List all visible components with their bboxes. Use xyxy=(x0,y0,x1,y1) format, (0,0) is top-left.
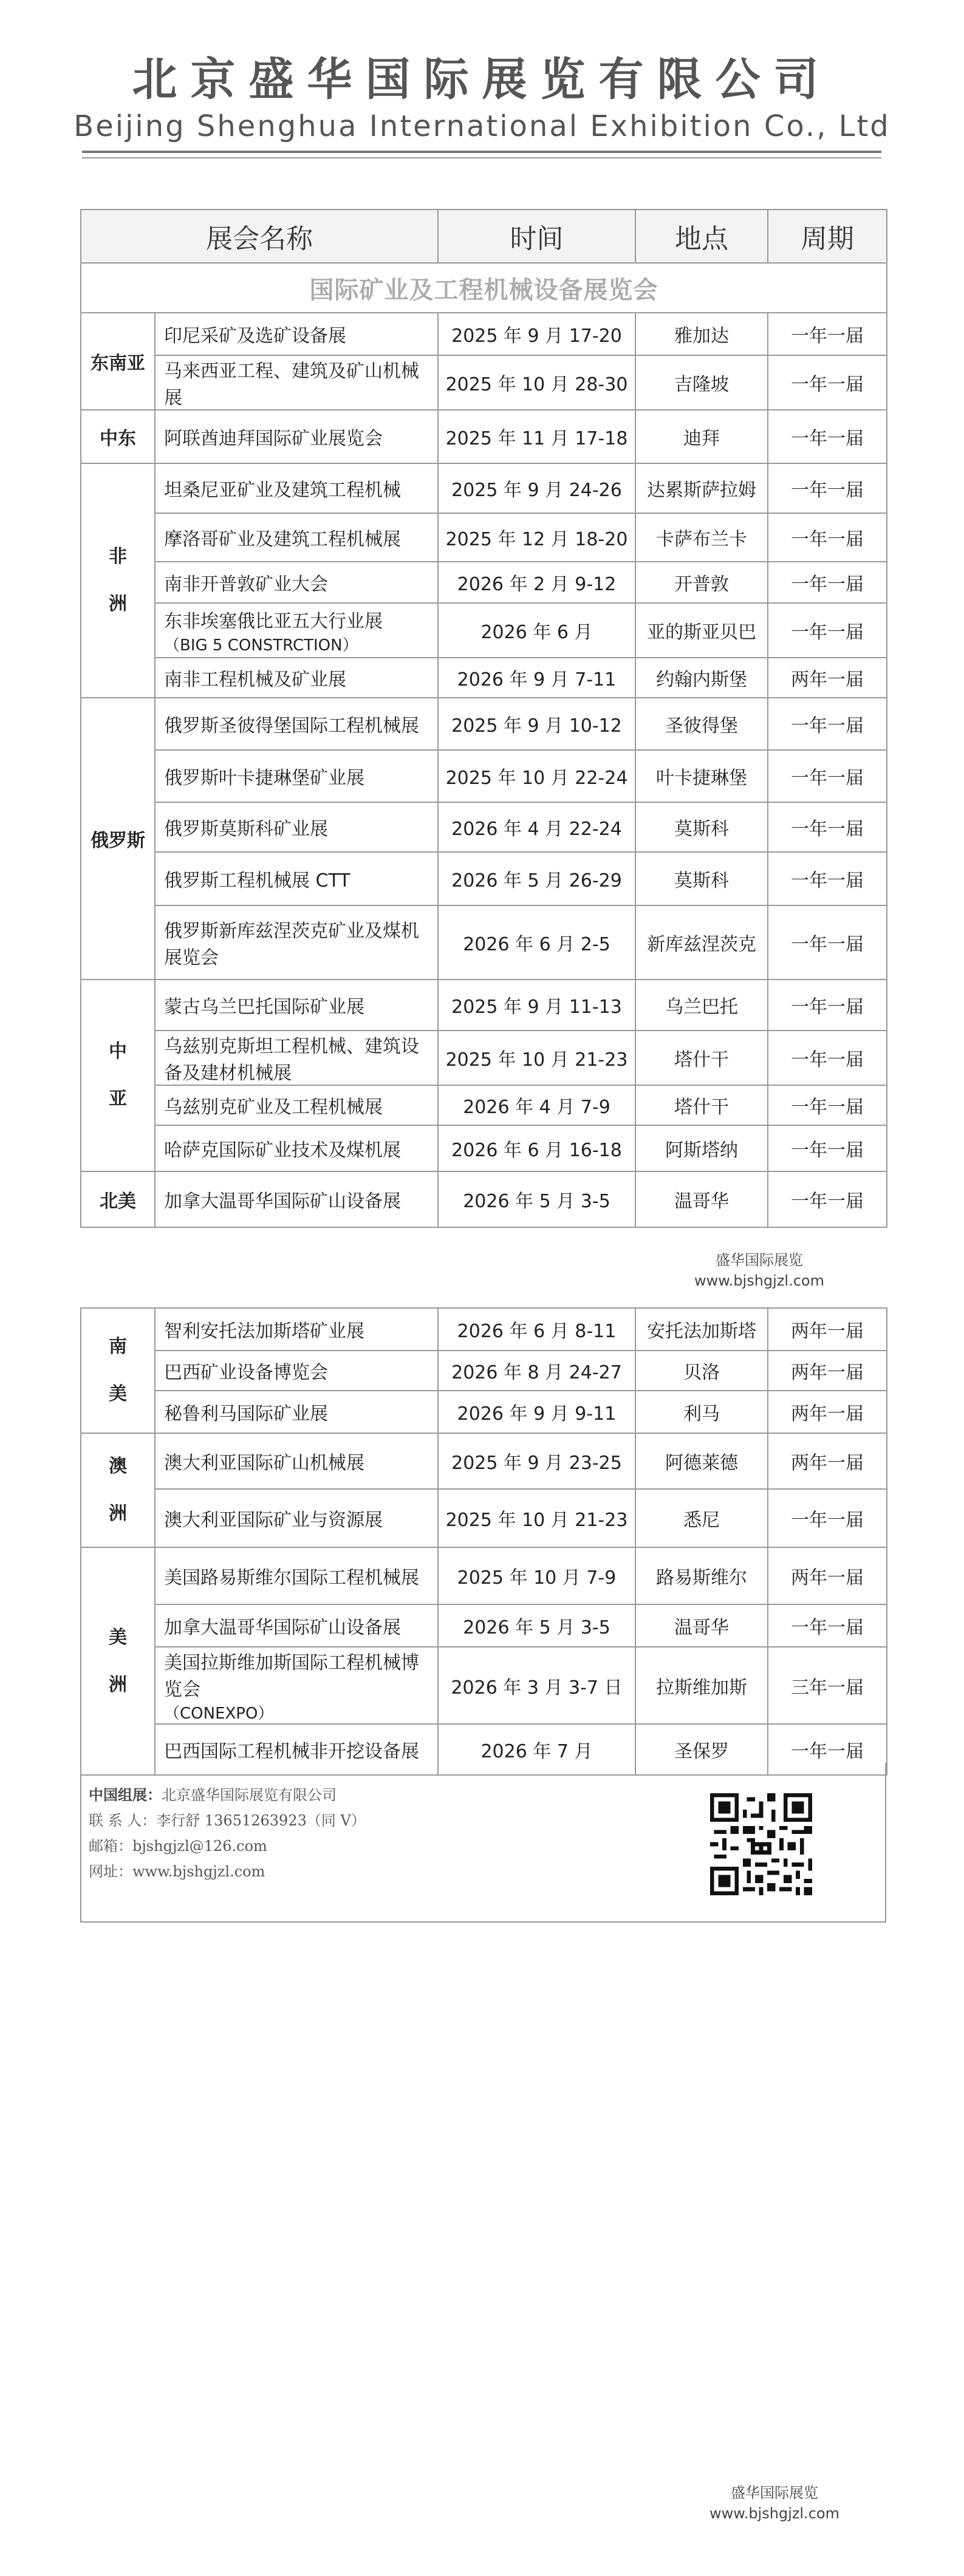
table-row xyxy=(81,698,887,750)
table-row xyxy=(81,980,887,1031)
exhibition-name-text: 俄罗斯工程机械展 CTT xyxy=(164,870,350,891)
exhibition-name xyxy=(155,905,438,980)
exhibition-cycle: 一年一届 xyxy=(768,603,887,658)
exhibition-date: 2026 年 8 月 24-27 xyxy=(438,1351,635,1391)
exhibition-place: 吉隆坡 xyxy=(635,355,768,410)
exhibition-name-text: 俄罗斯叶卡捷琳堡矿业展 xyxy=(164,768,364,789)
exhibition-place: 利马 xyxy=(635,1391,768,1433)
exhibition-cycle: 一年一届 xyxy=(768,355,887,410)
contact-box xyxy=(80,1763,886,1923)
exhibition-place: 安托法加斯塔 xyxy=(635,1308,768,1351)
region-cell: 澳 洲 xyxy=(81,1433,155,1547)
table-row xyxy=(81,1489,887,1547)
exhibition-table-1 xyxy=(80,209,887,1228)
exhibition-name-text: 印尼采矿及选矿设备展 xyxy=(164,325,346,347)
exhibition-name-text: 蒙古乌兰巴托国际矿业展 xyxy=(164,997,364,1018)
company-name-en: Beijing Shenghua International Exhibition Co., Ltd xyxy=(73,109,891,143)
header-name: 展会名称 xyxy=(81,210,438,263)
contact-web-value[interactable]: www.bjshgjzl.com xyxy=(132,1863,265,1880)
exhibition-name xyxy=(155,1085,438,1125)
exhibition-place: 叶卡捷琳堡 xyxy=(635,750,768,802)
exhibition-date: 2025 年 9 月 10-12 xyxy=(438,698,635,750)
contact-web xyxy=(89,1859,366,1884)
exhibition-name-sub: （CONEXPO） xyxy=(164,1705,274,1723)
table-2-body xyxy=(81,1308,887,1775)
exhibition-date: 2025 年 10 月 21-23 xyxy=(438,1031,635,1085)
exhibition-name xyxy=(155,852,438,905)
exhibition-name xyxy=(155,410,438,463)
table-row xyxy=(81,410,887,463)
table-row xyxy=(81,513,887,562)
exhibition-cycle: 两年一届 xyxy=(768,1547,887,1604)
table-row xyxy=(81,463,887,513)
banner-title: 国际矿业及工程机械设备展览会 xyxy=(81,263,887,313)
exhibition-date: 2025 年 9 月 11-13 xyxy=(438,980,635,1031)
exhibition-name-text: 加拿大温哥华国际矿山设备展 xyxy=(164,1617,401,1638)
exhibition-place: 达累斯萨拉姆 xyxy=(635,463,768,513)
exhibition-cycle: 一年一届 xyxy=(768,1489,887,1547)
table-row xyxy=(81,1433,887,1489)
watermark-1 xyxy=(692,1250,826,1291)
region-cell: 非 洲 xyxy=(81,463,155,698)
exhibition-name-text: 俄罗斯新库兹涅茨克矿业及煤机展览会 xyxy=(164,921,419,969)
exhibition-name xyxy=(155,355,438,410)
exhibition-place: 卡萨布兰卡 xyxy=(635,513,768,562)
exhibition-place: 悉尼 xyxy=(635,1489,768,1547)
exhibition-cycle: 一年一届 xyxy=(768,980,887,1031)
exhibition-name xyxy=(155,1647,438,1724)
contact-email-value[interactable]: bjshgjzl@126.com xyxy=(132,1838,267,1855)
exhibition-name-text: 南非工程机械及矿业展 xyxy=(164,669,346,690)
exhibition-name-text: 乌兹别克斯坦工程机械、建筑设备及建材机械展 xyxy=(164,1036,419,1084)
header-place: 地点 xyxy=(635,210,768,263)
exhibition-cycle: 一年一届 xyxy=(768,562,887,603)
exhibition-name-text: 巴西国际工程机械非开挖设备展 xyxy=(164,1741,419,1762)
exhibition-cycle: 两年一届 xyxy=(768,1351,887,1391)
exhibition-name-text: 阿联酋迪拜国际矿业展览会 xyxy=(164,428,383,449)
exhibition-name-text: 智利安托法加斯塔矿业展 xyxy=(164,1321,364,1342)
exhibition-name-text: 秘鲁利马国际矿业展 xyxy=(164,1403,328,1425)
exhibition-cycle: 一年一届 xyxy=(768,852,887,905)
exhibition-place: 塔什干 xyxy=(635,1085,768,1125)
exhibition-cycle: 一年一届 xyxy=(768,698,887,750)
watermark-2-name: 盛华国际展览 xyxy=(731,2484,818,2501)
exhibition-name xyxy=(155,1125,438,1171)
contact-web-label: 网址： xyxy=(89,1863,132,1880)
table-row xyxy=(81,658,887,698)
table-row xyxy=(81,313,887,355)
exhibition-date: 2026 年 6 月 2-5 xyxy=(438,905,635,980)
exhibition-place: 温哥华 xyxy=(635,1171,768,1227)
exhibition-cycle: 一年一届 xyxy=(768,1171,887,1227)
exhibition-date: 2026 年 9 月 9-11 xyxy=(438,1391,635,1433)
exhibition-name xyxy=(155,603,438,658)
exhibition-name xyxy=(155,463,438,513)
exhibition-date: 2026 年 6 月 xyxy=(438,603,635,658)
exhibition-name-text: 南非开普敦矿业大会 xyxy=(164,574,328,595)
table-row xyxy=(81,355,887,410)
exhibition-cycle: 一年一届 xyxy=(768,1724,887,1775)
banner-row xyxy=(81,263,887,313)
exhibition-place: 雅加达 xyxy=(635,313,768,355)
table-row xyxy=(81,1351,887,1391)
exhibition-cycle: 三年一届 xyxy=(768,1647,887,1724)
exhibition-name xyxy=(155,1547,438,1604)
exhibition-name xyxy=(155,1391,438,1433)
qr-code-icon xyxy=(710,1793,812,1895)
table-row xyxy=(81,1308,887,1351)
exhibition-date: 2025 年 10 月 7-9 xyxy=(438,1547,635,1604)
exhibition-name-text: 坦桑尼亚矿业及建筑工程机械 xyxy=(164,480,401,501)
exhibition-place: 阿斯塔纳 xyxy=(635,1125,768,1171)
exhibition-date: 2025 年 11 月 17-18 xyxy=(438,410,635,463)
contact-org-label: 中国组展： xyxy=(89,1786,162,1804)
table-row xyxy=(81,750,887,802)
exhibition-cycle: 一年一届 xyxy=(768,1085,887,1125)
exhibition-place: 温哥华 xyxy=(635,1604,768,1647)
exhibition-name-text: 加拿大温哥华国际矿山设备展 xyxy=(164,1191,401,1212)
exhibition-name-text: 摩洛哥矿业及建筑工程机械展 xyxy=(164,529,401,550)
table-row xyxy=(81,802,887,852)
table-row xyxy=(81,852,887,905)
exhibition-cycle: 一年一届 xyxy=(768,1604,887,1647)
contact-email-label: 邮箱： xyxy=(89,1838,132,1855)
exhibition-date: 2025 年 9 月 17-20 xyxy=(438,313,635,355)
region-cell: 中 亚 xyxy=(81,980,155,1171)
exhibition-place: 拉斯维加斯 xyxy=(635,1647,768,1724)
table-row xyxy=(81,1604,887,1647)
exhibition-name xyxy=(155,1433,438,1489)
exhibition-date: 2025 年 12 月 18-20 xyxy=(438,513,635,562)
exhibition-name xyxy=(155,562,438,603)
table-row xyxy=(81,1171,887,1227)
exhibition-cycle: 一年一届 xyxy=(768,802,887,852)
exhibition-cycle: 一年一届 xyxy=(768,463,887,513)
exhibition-name-text: 哈萨克国际矿业技术及煤机展 xyxy=(164,1140,401,1161)
exhibition-name xyxy=(155,1489,438,1547)
contact-org xyxy=(89,1782,366,1808)
table-row xyxy=(81,905,887,980)
exhibition-date: 2026 年 2 月 9-12 xyxy=(438,562,635,603)
table-row xyxy=(81,1647,887,1724)
exhibition-cycle: 两年一届 xyxy=(768,1391,887,1433)
table-row xyxy=(81,1547,887,1604)
exhibition-name-text: 东非埃塞俄比亚五大行业展 xyxy=(164,610,383,632)
exhibition-place: 贝洛 xyxy=(635,1351,768,1391)
exhibition-date: 2026 年 5 月 26-29 xyxy=(438,852,635,905)
region-cell: 东南亚 xyxy=(81,313,155,410)
exhibition-date: 2025 年 10 月 28-30 xyxy=(438,355,635,410)
watermark-2 xyxy=(705,2482,844,2524)
exhibition-date: 2025 年 10 月 21-23 xyxy=(438,1489,635,1547)
exhibition-cycle: 一年一届 xyxy=(768,750,887,802)
exhibition-place: 塔什干 xyxy=(635,1031,768,1085)
exhibition-date: 2026 年 5 月 3-5 xyxy=(438,1171,635,1227)
exhibition-name xyxy=(155,1604,438,1647)
header-divider xyxy=(82,151,881,153)
exhibition-name-text: 俄罗斯圣彼得堡国际工程机械展 xyxy=(164,715,419,737)
exhibition-name-text: 巴西矿业设备博览会 xyxy=(164,1362,328,1383)
region-cell: 俄罗斯 xyxy=(81,698,155,980)
exhibition-name xyxy=(155,658,438,698)
table-header-row xyxy=(81,210,887,263)
exhibition-place: 迪拜 xyxy=(635,410,768,463)
exhibition-place: 莫斯科 xyxy=(635,852,768,905)
exhibition-place: 路易斯维尔 xyxy=(635,1547,768,1604)
exhibition-name-text: 美国拉斯维加斯国际工程机械博览会 xyxy=(164,1652,419,1700)
exhibition-name xyxy=(155,1171,438,1227)
watermark-2-url: www.bjshgjzl.com xyxy=(709,2505,839,2522)
exhibition-place: 莫斯科 xyxy=(635,802,768,852)
exhibition-name xyxy=(155,1351,438,1391)
exhibition-cycle: 一年一届 xyxy=(768,1031,887,1085)
table-row xyxy=(81,603,887,658)
exhibition-cycle: 一年一届 xyxy=(768,410,887,463)
exhibition-place: 约翰内斯堡 xyxy=(635,658,768,698)
contact-person xyxy=(89,1808,366,1833)
exhibition-cycle: 一年一届 xyxy=(768,513,887,562)
exhibition-name xyxy=(155,313,438,355)
exhibition-date: 2026 年 5 月 3-5 xyxy=(438,1604,635,1647)
header-divider-thin xyxy=(82,157,881,158)
table-row xyxy=(81,562,887,603)
exhibition-name-text: 澳大利亚国际矿山机械展 xyxy=(164,1453,364,1474)
exhibition-date: 2026 年 4 月 7-9 xyxy=(438,1085,635,1125)
exhibition-name-text: 乌兹别克矿业及工程机械展 xyxy=(164,1097,383,1118)
table-row xyxy=(81,1085,887,1125)
contact-person-value: 李行舒 13651263923（同 V） xyxy=(156,1812,366,1829)
exhibition-date: 2025 年 10 月 22-24 xyxy=(438,750,635,802)
watermark-1-name: 盛华国际展览 xyxy=(716,1252,803,1269)
contact-person-label: 联 系 人： xyxy=(89,1812,157,1829)
exhibition-place: 乌兰巴托 xyxy=(635,980,768,1031)
exhibition-place: 圣保罗 xyxy=(635,1724,768,1775)
exhibition-name xyxy=(155,513,438,562)
exhibition-cycle: 一年一届 xyxy=(768,313,887,355)
exhibition-name-sub: （BIG 5 CONSTRCTION） xyxy=(164,636,358,655)
exhibition-date: 2025 年 9 月 23-25 xyxy=(438,1433,635,1489)
exhibition-name-text: 马来西亚工程、建筑及矿山机械展 xyxy=(164,361,419,409)
exhibition-date: 2026 年 6 月 8-11 xyxy=(438,1308,635,1351)
contact-lines xyxy=(89,1782,366,1884)
exhibition-name xyxy=(155,980,438,1031)
exhibition-name xyxy=(155,1031,438,1085)
company-name-zh: 北京盛华国际展览有限公司 xyxy=(132,53,832,106)
exhibition-date: 2025 年 9 月 24-26 xyxy=(438,463,635,513)
exhibition-date: 2026 年 3 月 3-7 日 xyxy=(438,1647,635,1724)
region-cell: 中东 xyxy=(81,410,155,463)
exhibition-cycle: 两年一届 xyxy=(768,1308,887,1351)
exhibition-table-2 xyxy=(80,1307,887,1776)
exhibition-place: 新库兹涅茨克 xyxy=(635,905,768,980)
exhibition-cycle: 一年一届 xyxy=(768,1125,887,1171)
region-cell: 北美 xyxy=(81,1171,155,1227)
header-cycle: 周期 xyxy=(768,210,887,263)
exhibition-date: 2026 年 4 月 22-24 xyxy=(438,802,635,852)
exhibition-name xyxy=(155,1308,438,1351)
table-row xyxy=(81,1125,887,1171)
exhibition-name-text: 俄罗斯莫斯科矿业展 xyxy=(164,819,328,840)
exhibition-name-text: 澳大利亚国际矿业与资源展 xyxy=(164,1510,383,1531)
table-row xyxy=(81,1031,887,1085)
watermark-1-url: www.bjshgjzl.com xyxy=(694,1272,824,1289)
exhibition-name-text: 美国路易斯维尔国际工程机械展 xyxy=(164,1567,419,1589)
exhibition-place: 亚的斯亚贝巴 xyxy=(635,603,768,658)
exhibition-place: 开普敦 xyxy=(635,562,768,603)
exhibition-date: 2026 年 7 月 xyxy=(438,1724,635,1775)
exhibition-cycle: 一年一届 xyxy=(768,905,887,980)
table-row xyxy=(81,1391,887,1433)
exhibition-cycle: 两年一届 xyxy=(768,1433,887,1489)
contact-org-value: 北京盛华国际展览有限公司 xyxy=(162,1787,337,1804)
exhibition-cycle: 两年一届 xyxy=(768,658,887,698)
exhibition-date: 2026 年 6 月 16-18 xyxy=(438,1125,635,1171)
exhibition-date: 2026 年 9 月 7-11 xyxy=(438,658,635,698)
exhibition-name xyxy=(155,698,438,750)
exhibition-place: 阿德莱德 xyxy=(635,1433,768,1489)
region-cell: 南 美 xyxy=(81,1308,155,1433)
region-cell: 美 洲 xyxy=(81,1547,155,1775)
header-date: 时间 xyxy=(438,210,635,263)
exhibition-place: 圣彼得堡 xyxy=(635,698,768,750)
exhibition-name xyxy=(155,750,438,802)
exhibition-name xyxy=(155,802,438,852)
contact-email xyxy=(89,1833,366,1859)
table-1-body xyxy=(81,313,887,1227)
